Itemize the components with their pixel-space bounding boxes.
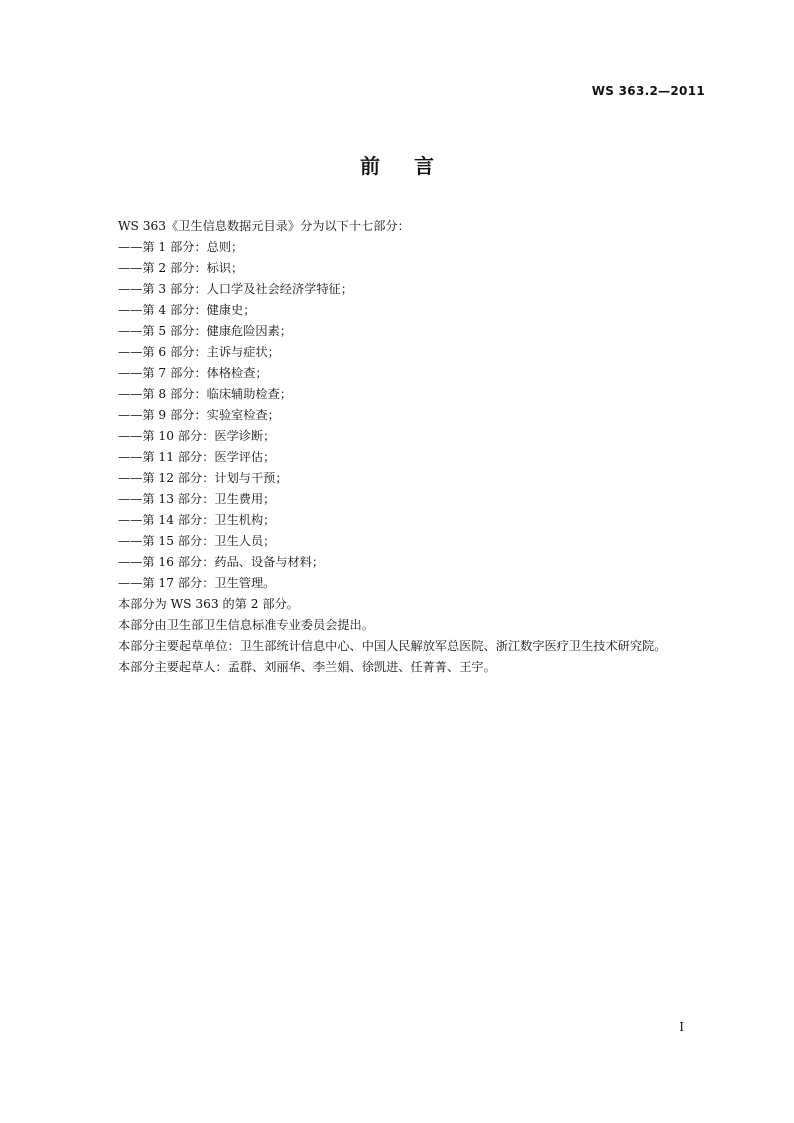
proposer-statement: 本部分由卫生部卫生信息标准专业委员会提出。 — [118, 618, 374, 632]
list-item: ——第 4 部分：健康史； — [118, 303, 256, 317]
list-item: ——第 7 部分：体格检查； — [118, 366, 268, 380]
page-number: I — [679, 1020, 684, 1034]
list-item: ——第 15 部分：卫生人员； — [118, 534, 276, 548]
list-item: ——第 2 部分：标识； — [118, 261, 244, 275]
page-title: 前言 — [360, 154, 468, 178]
list-item: ——第 12 部分：计划与干预； — [118, 471, 288, 485]
list-item: ——第 3 部分：人口学及社会经济学特征； — [118, 282, 353, 296]
list-item: ——第 17 部分：卫生管理。 — [118, 576, 276, 590]
parts-list — [90, 237, 706, 594]
list-item: ——第 14 部分：卫生机构； — [118, 513, 276, 527]
drafters-statement: 本部分主要起草人：孟群、刘丽华、李兰娟、徐凯进、任菁菁、王宇。 — [118, 660, 496, 674]
foreword-body — [90, 216, 706, 678]
list-item: ——第 1 部分：总则； — [118, 240, 244, 254]
list-item: ——第 10 部分：医学诊断； — [118, 429, 276, 443]
list-item: ——第 6 部分：主诉与症状； — [118, 345, 280, 359]
list-item: ——第 5 部分：健康危险因素； — [118, 324, 292, 338]
list-item: ——第 11 部分：医学评估； — [118, 450, 276, 464]
list-item: ——第 8 部分：临床辅助检查； — [118, 387, 292, 401]
intro-paragraph: WS 363《卫生信息数据元目录》分为以下十七部分： — [118, 219, 410, 233]
list-item: ——第 13 部分：卫生费用； — [118, 492, 276, 506]
list-item: ——第 16 部分：药品、设备与材料； — [118, 555, 325, 569]
list-item: ——第 9 部分：实验室检查； — [118, 408, 280, 422]
part-statement: 本部分为 WS 363 的第 2 部分。 — [118, 597, 299, 611]
standard-number: WS 363.2—2011 — [591, 84, 705, 98]
drafting-units-statement: 本部分主要起草单位：卫生部统计信息中心、中国人民解放军总医院、浙江数字医疗卫生技术研究院。 — [118, 639, 667, 653]
